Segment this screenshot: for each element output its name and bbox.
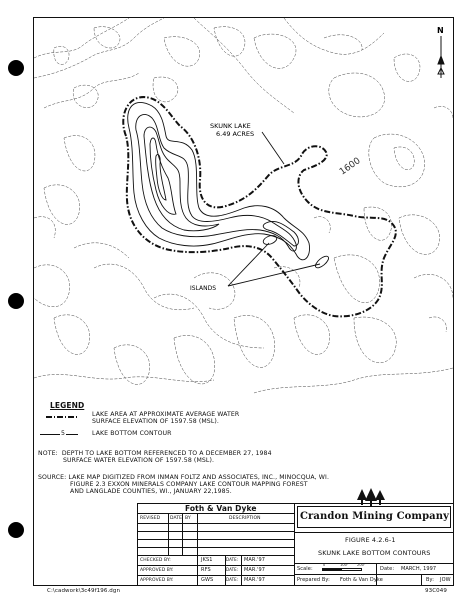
company-name: Crandon Mining Company (300, 511, 450, 522)
legend-lake-area-symbol (46, 416, 78, 418)
contour-map (34, 18, 453, 398)
source-line-3: AND LANGLADE COUNTIES, WI., JANUARY 22,1985. (70, 488, 232, 495)
scale-label: Scale: (297, 566, 313, 572)
binder-hole-top (8, 60, 24, 76)
scale-tick-0: 0 (323, 563, 326, 567)
legend-contour-symbol-number: 5 (61, 430, 66, 437)
date-value: MARCH, 1997 (401, 566, 437, 572)
legend-lake-area-line1: LAKE AREA AT APPROXIMATE AVERAGE WATER (92, 411, 240, 418)
lake-label-leader (262, 132, 284, 164)
prepared-by: Foth & Van Dyke (340, 577, 383, 583)
binder-hole-bottom (8, 522, 24, 538)
note-line-1: NOTE: DEPTH TO LAKE BOTTOM REFERENCED TO A DECEMBER 27, 1984 (38, 450, 272, 457)
island-2 (314, 254, 331, 270)
lake-area-outline (123, 97, 396, 316)
col-date: DATE (170, 516, 183, 521)
legend-lake-area-line2: SURFACE ELEVATION OF 1597.58 (MSL). (92, 418, 219, 425)
islands-leader-1 (228, 243, 269, 286)
approved1-by: RFS (201, 567, 211, 573)
drawing-title: SKUNK LAKE BOTTOM CONTOURS (318, 549, 431, 557)
approved2-date-label: DATE: (226, 577, 239, 582)
prepared-label: Prepared By: (297, 577, 330, 583)
scale-tick-200: 200' (357, 563, 366, 567)
checked-date-label: DATE: (226, 557, 239, 562)
figure-number: FIGURE 4.2.6-1 (345, 536, 396, 544)
col-revised: REVISED (140, 516, 161, 521)
topographic-contours (34, 18, 453, 393)
binder-hole-middle (8, 293, 24, 309)
checked-by: JKS1 (201, 557, 213, 563)
date-label: Date: (380, 566, 395, 572)
contour-1600-label: 1600 (337, 156, 363, 178)
approved1-date: MAR.'97 (244, 567, 266, 573)
approved2-label: APPROVED BY: (140, 578, 174, 583)
file-path: C:\cadwork\3c49f196.dgn (47, 588, 121, 594)
approved1-label: APPROVED BY: (140, 568, 174, 573)
islands-label: ISLANDS (190, 285, 217, 292)
checked-date: MAR.'97 (244, 557, 266, 563)
north-arrow-icon (438, 36, 444, 78)
approved1-date-label: DATE: (226, 567, 239, 572)
approved2-date: MAR.'97 (244, 577, 266, 583)
checked-label: CHECKED BY: (140, 558, 171, 563)
legend-contour-label: LAKE BOTTOM CONTOUR (92, 430, 172, 437)
north-label: N (437, 26, 444, 35)
by-value: JOW (440, 577, 451, 583)
islands-leader-2 (228, 264, 320, 286)
source-line-2: FIGURE 2.3 EXXON MINERALS COMPANY LAKE CONTOUR MAPPING FOREST (70, 481, 308, 488)
col-by: BY (185, 516, 191, 521)
island-1 (262, 234, 278, 246)
firm-name: Foth & Van Dyke (185, 504, 257, 513)
legend-contour-symbol-left (40, 434, 60, 435)
legend-contour-symbol-right (66, 434, 78, 435)
drawing-number: 93C049 (425, 588, 447, 594)
col-description: DESCRIPTION (229, 516, 261, 521)
by-label: By: (426, 577, 435, 583)
lake-name-label: SKUNK LAKE (210, 122, 251, 130)
scale-bar (322, 568, 362, 571)
lake-acres-label: 6.49 ACRES (216, 130, 255, 138)
note-line-2: SURFACE WATER ELEVATION OF 1597.58 (MSL). (63, 457, 215, 464)
approved2-by: GWS (201, 577, 214, 583)
tree-logo-icon (356, 488, 386, 506)
scale-tick-100: 100' (340, 563, 349, 567)
legend-title: LEGEND (50, 401, 85, 410)
source-line-1: SOURCE: LAKE MAP DIGITIZED FROM INMAN FOLTZ AND ASSOCIATES, INC., MINOCQUA, WI. (38, 474, 330, 481)
